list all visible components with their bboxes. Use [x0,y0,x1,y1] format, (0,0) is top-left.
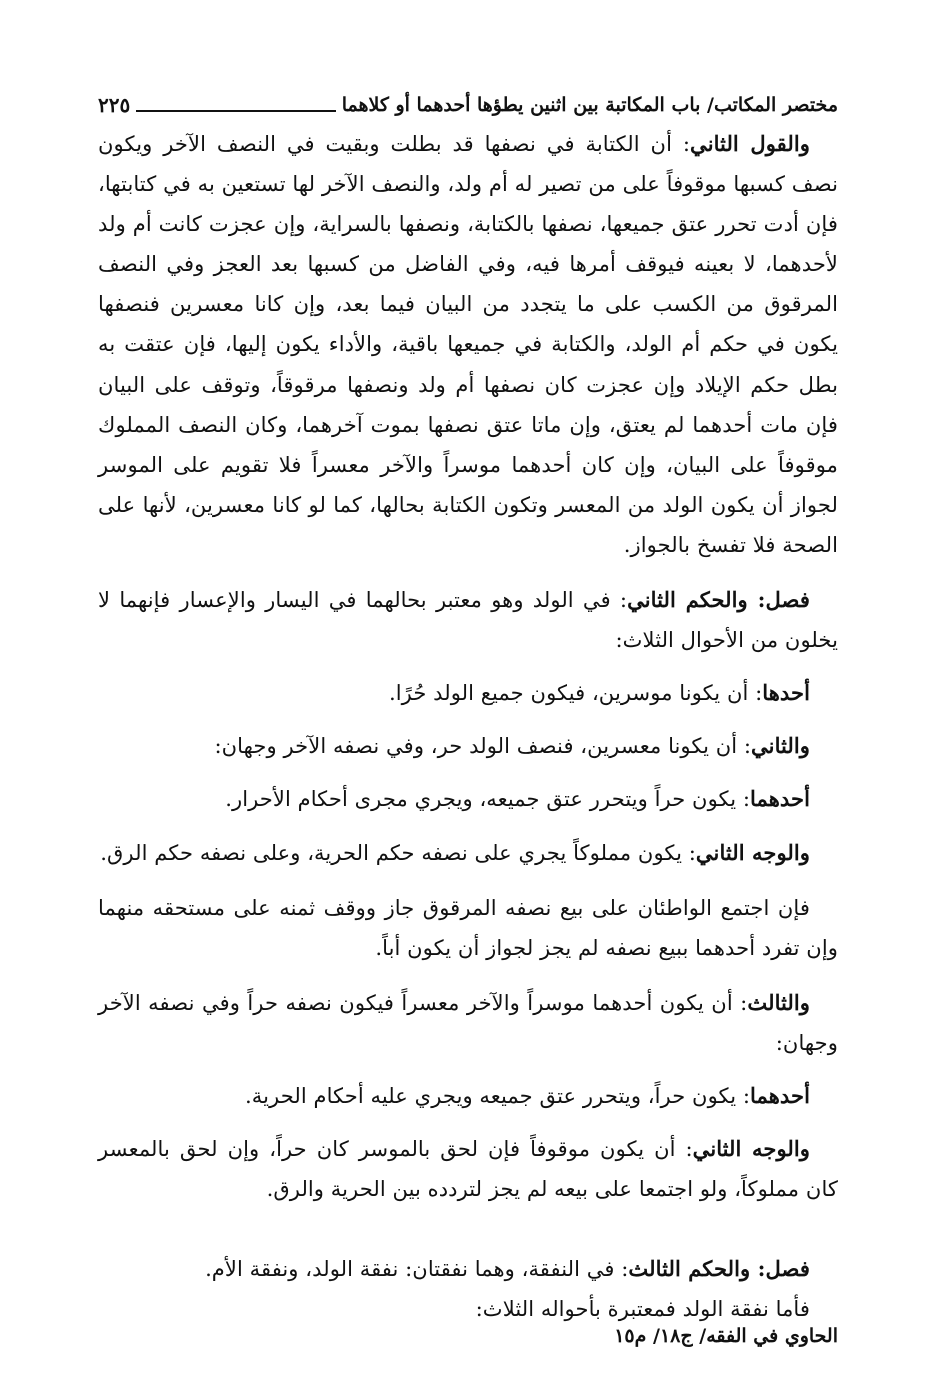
paragraph-lead: فصل: والحكم الثاني [627,587,810,613]
paragraph-case-two [98,726,838,766]
paragraph-view-two-b [98,1129,838,1209]
paragraph-text: : أن يكون موقوفاً فإن لحق بالموسر كان حراً، وإن لحق بالمعسر كان مملوكاً، ولو اجتمعا على بيعه لم يجز لتردده بين الحرية والرق. [98,1136,838,1202]
paragraph-text: : يكون مملوكاً يجري على نصفه حكم الحرية، وعلى نصفه حكم الرق. [100,839,696,865]
page-body [98,124,838,1329]
paragraph-second-ruling [98,580,838,660]
book-footer: الحاوي في الفقه/ ج١٨/ م١٥ [614,1325,838,1347]
paragraph-lead: والوجه الثاني [695,839,810,865]
paragraph-lead: أحدهما [750,786,810,812]
paragraph-lead: والوجه الثاني [692,1136,810,1162]
paragraph-lead: أحدهما [750,1082,810,1108]
paragraph-view-one-b [98,1076,838,1116]
paragraph-lead: والثالث [747,989,810,1015]
paragraph-third-ruling [98,1249,838,1289]
paragraph-view-two [98,833,838,873]
paragraph-lead: أحدها [762,680,810,706]
paragraph-text: : في النفقة، وهما نفقتان: نفقة الولد، ونفقة الأم. [205,1256,629,1282]
paragraph-lead: والقول الثاني [690,131,810,156]
paragraph-lead: فصل: والحكم الثالث [628,1256,810,1282]
paragraph-text: : يكون حراً، ويتحرر عتق جميعه ويجري عليه أحكام الحرية. [245,1082,751,1108]
paragraph-text: : أن يكونا موسرين، فيكون جميع الولد حُرًا. [389,680,763,706]
paragraph-text: : أن يكون أحدهما موسراً والآخر معسراً فيكون نصفه حراً وفي نصفه الآخر وجهان: [98,989,838,1055]
paragraph-text: : يكون حراً ويتحرر عتق جميعه، ويجري مجرى أحكام الأحرار. [225,786,751,812]
paragraph-case-one [98,673,838,713]
paragraph-text: : أن يكونا معسرين، فنصف الولد حر، وفي نصفه الآخر وجهان: [214,733,752,759]
paragraph-lead: والثاني [751,733,810,759]
paragraph-sale [98,888,838,968]
header-rule [136,98,335,112]
paragraph-text: فأما نفقة الولد فمعتبرة بأحواله الثلاث: [475,1296,810,1322]
running-header [98,92,838,118]
paragraph-second-opinion [98,124,838,565]
paragraph-case-three [98,983,838,1063]
paragraph-view-one [98,779,838,819]
page-number: ٢٢٥ [98,93,131,117]
header-title: مختصر المكاتب/ باب المكاتبة بين اثنين يطؤها أحدهما أو كلاهما [341,94,838,116]
paragraph-text: فإن اجتمع الواطئان على بيع نصفه المرقوق جاز ووقف ثمنه على مستحقه منهما وإن تفرد أحدهما ببيع نصفه لم يجز لجواز أن يكون أباً. [98,894,838,960]
paragraph-text: : أن الكتابة في نصفها قد بطلت وبقيت في النصف الآخر ويكون نصف كسبها موقوفاً على من تصير له أم ولد، والنصف الآخر لها تستعين به في كتابتها، فإن أدت تحرر عتق جميعها، نصفها بالكتابة، ونصفها بالسراية، وإن عجزت كانت أم ولد لأحدهما، لا بعينه فيوقف أمرها فيه، وفي الفاضل من كسبها بعد العجز وفي النصف المرقوق من الكسب على ما يتجدد من البيان فيما بعد، وإن كانا معسرين فنصفها يكون في حكم أم الولد، والكتابة في جميعها باقية، والأداء يكون إليها، فإن عتقت به بطل حكم الإيلاد وإن عجزت كان نصفها أم ولد ونصفها مرقوقاً، وتوقف على البيان فإن مات أحدهما لم يعتق، وإن ماتا عتق نصفها بموت آخرهما، وكان النصف المملوك موقوفاً على البيان، وإن كان أحدهما موسراً والآخر معسراً فلا تقويم على الموسر لجواز أن يكون الولد من المعسر وتكون الكتابة بحالها، كما لو كانا معسرين، لأنها على الصحة فلا تفسخ بالجواز. [98,131,838,557]
paragraph-text: : في الولد وهو معتبر بحالهما في اليسار والإعسار فإنهما لا يخلون من الأحوال الثلاث: [98,587,838,653]
